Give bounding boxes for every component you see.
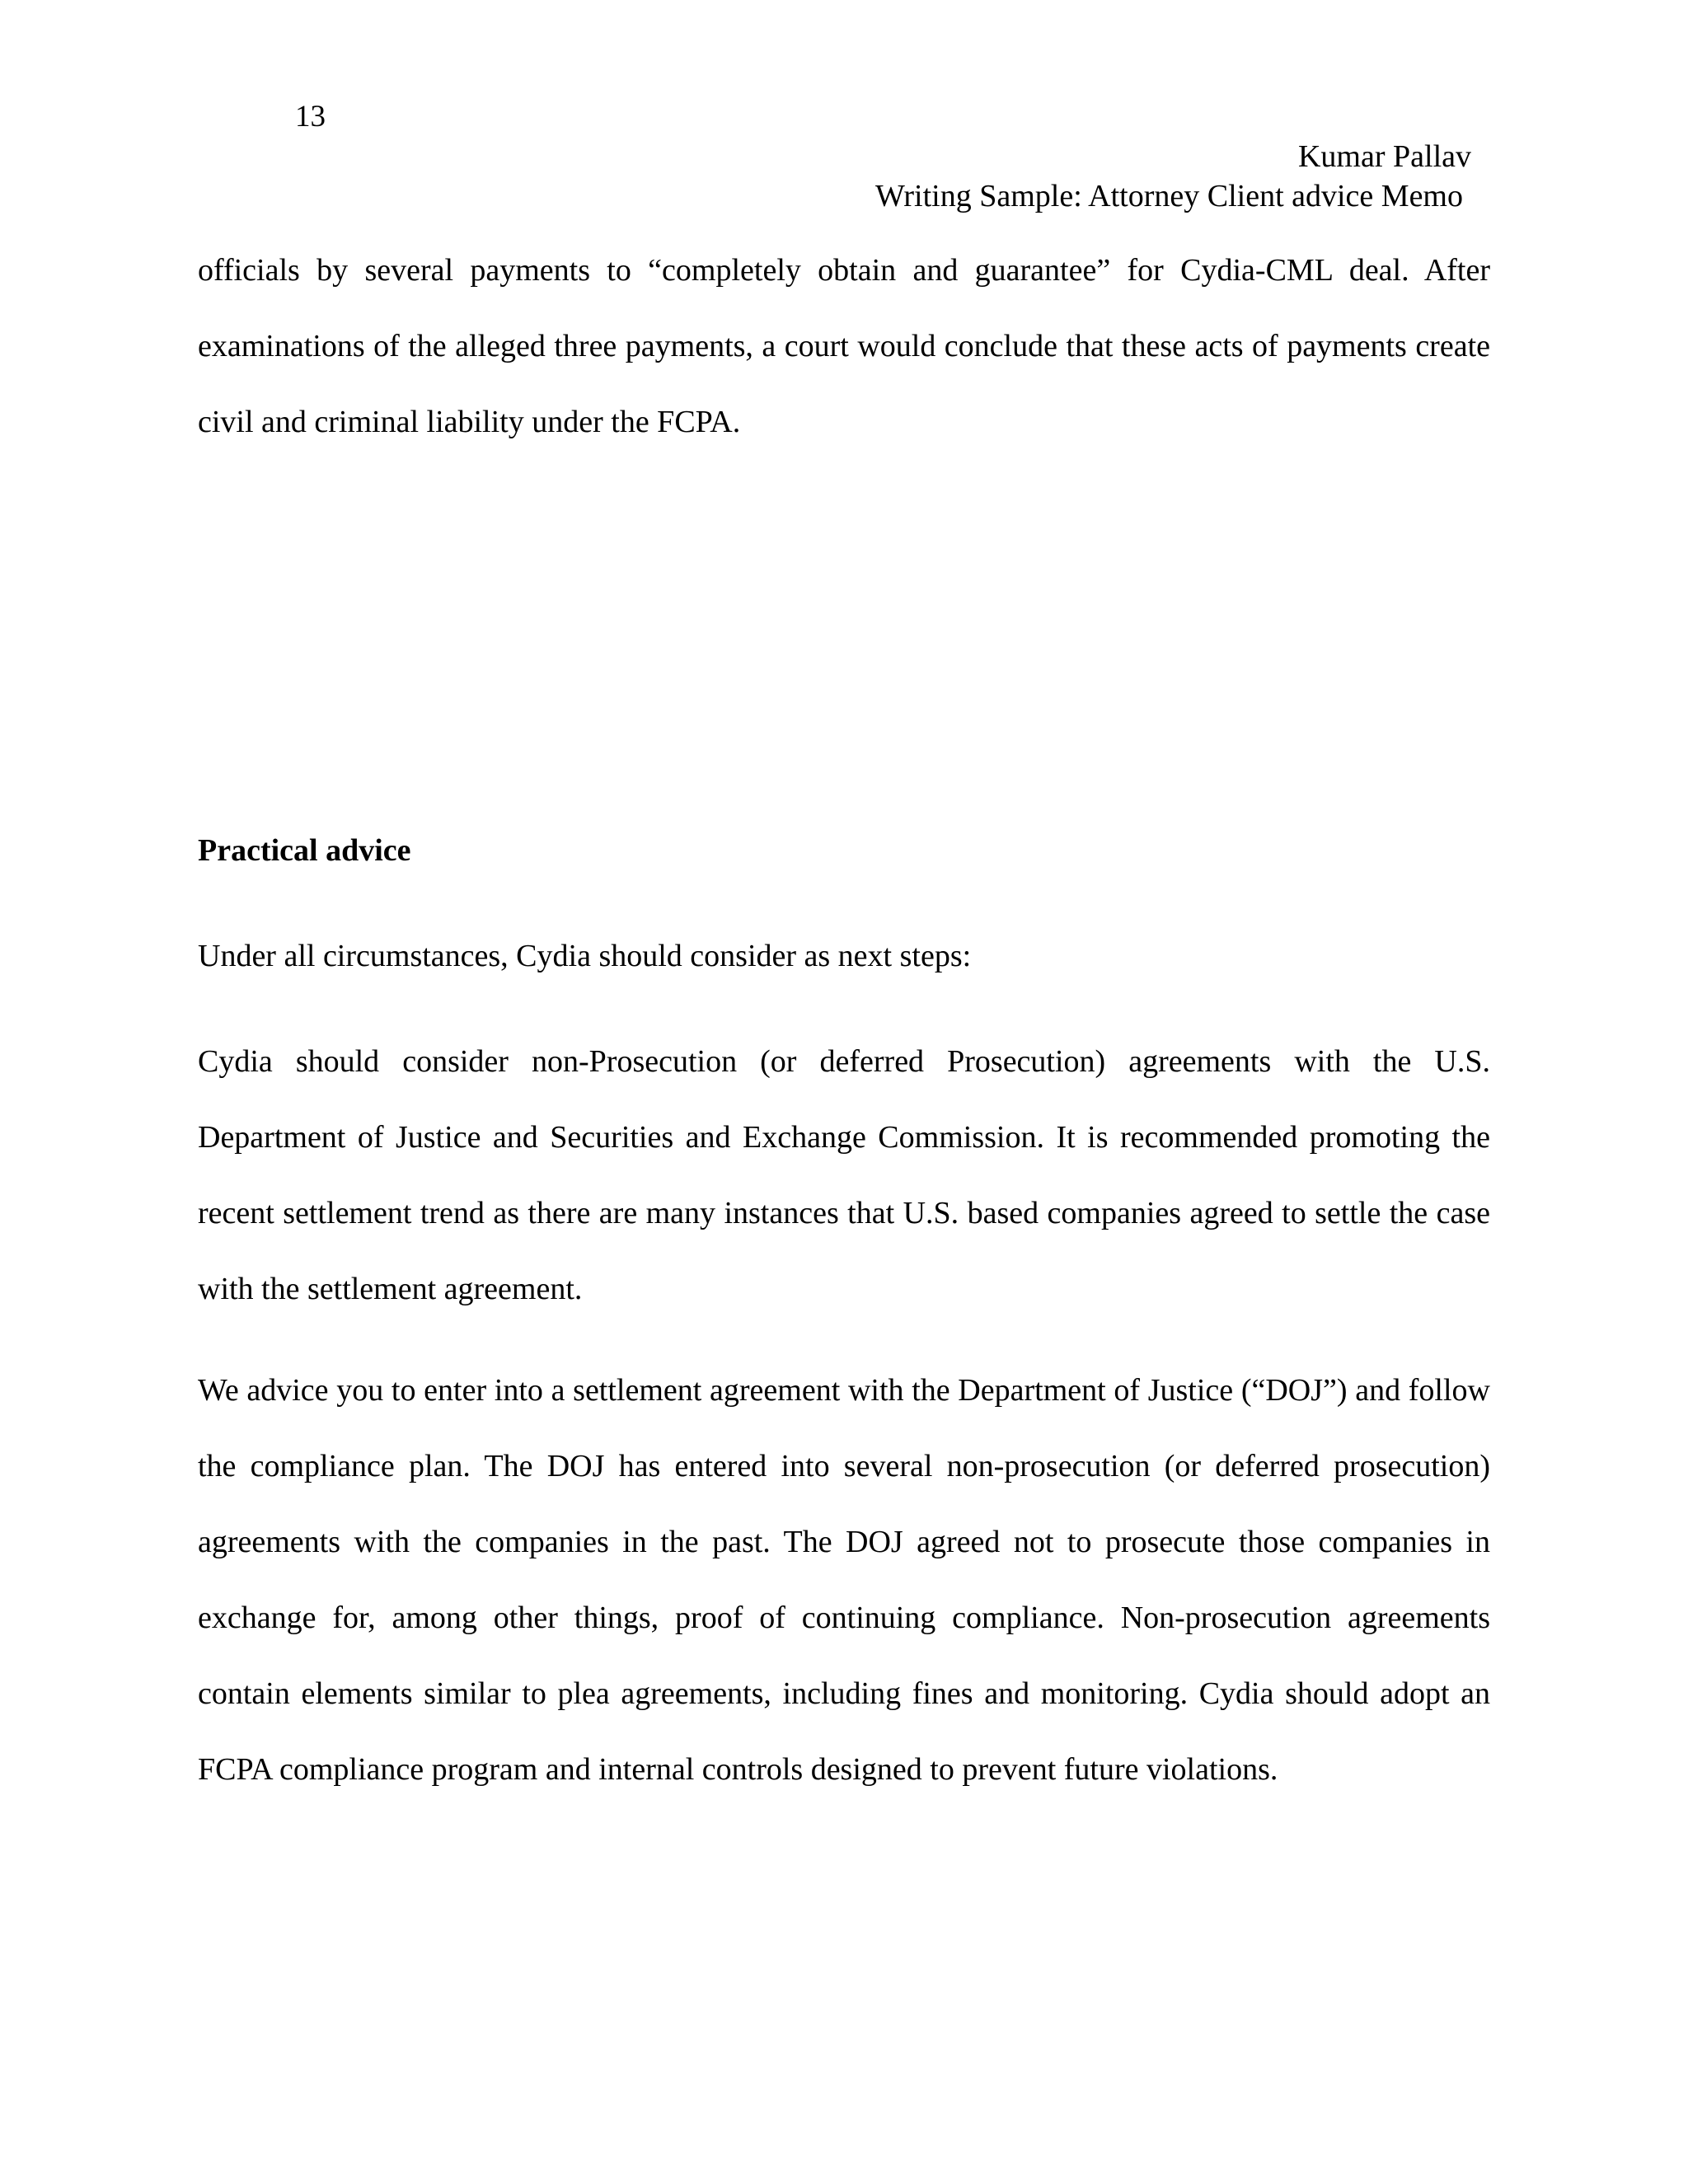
paragraph-settlement: Cydia should consider non-Prosecution (or deferred Prosecution) agreements with the U.S. Department of Justice and Securities and Exchange Commission. It is recommended promoting the recent settlement trend as there are many instances that U.S. based companies agreed to settle the case with the settlement agreement.: [198, 1044, 1490, 1306]
paragraph-intro: Under all circumstances, Cydia should consider as next steps:: [198, 939, 972, 973]
page-number: 13: [295, 100, 326, 134]
section-heading: Practical advice: [198, 833, 411, 868]
header-author: Kumar Pallav: [1297, 139, 1471, 174]
paragraph-continued: officials by several payments to “completely obtain and guarantee” for Cydia-CML deal. After examinations of the alleged three payments, a court would conclude that these acts of payments create civil and criminal liability under the FCPA.: [198, 253, 1490, 439]
header-subtitle: Writing Sample: Attorney Client advice Memo: [875, 179, 1463, 213]
paragraph-advice: We advice you to enter into a settlement agreement with the Department of Justice (“DOJ”) and follow the compliance plan. The DOJ has entered into several non-prosecution (or deferred prosecution) agreements with the companies in the past. The DOJ agreed not to prosecute those companies in exchange for, among other things, proof of continuing compliance. Non-prosecution agreements contain elements similar to plea agreements, including fines and monitoring. Cydia should adopt an FCPA compliance program and internal controls designed to prevent future violations.: [198, 1373, 1490, 1787]
running-header: [875, 137, 1471, 216]
